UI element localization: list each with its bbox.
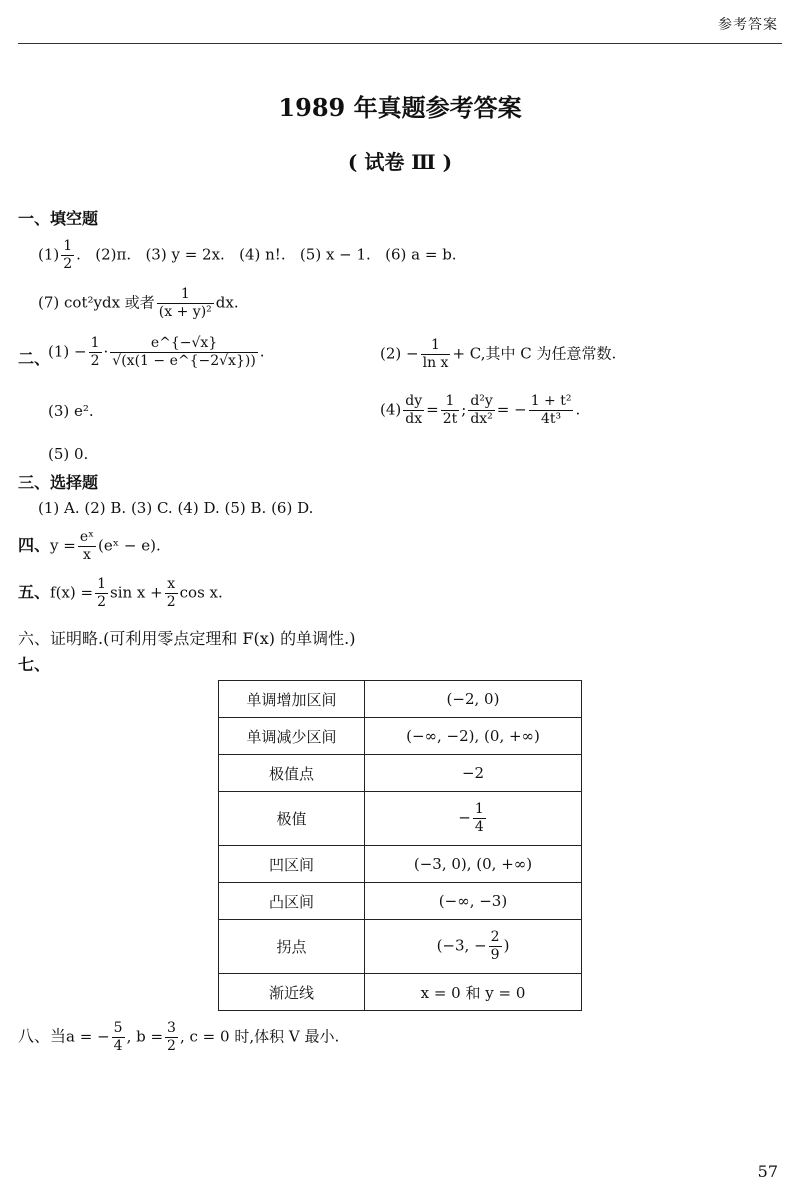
p5-lhs: f(x) = xyxy=(50,583,94,602)
p4-den: x xyxy=(82,547,91,563)
fb-p2: (2)π. xyxy=(95,245,132,264)
section-4 xyxy=(18,529,161,564)
p2-1-frac2 xyxy=(110,335,258,370)
page-title: 1989 年真题参考答案 xyxy=(278,93,522,122)
p8-a-num: 5 xyxy=(113,1020,123,1036)
section-7-heading: 七、 xyxy=(18,655,51,674)
p2-4-eq1: = xyxy=(426,400,439,419)
table-row xyxy=(219,920,582,974)
p5-f2-num: x xyxy=(165,576,178,594)
table-row xyxy=(219,792,582,846)
fb-p1-label: (1) xyxy=(38,245,60,264)
fb-p6: (6) a = b. xyxy=(385,245,457,264)
table-label-cell: 单调减少区间 xyxy=(219,718,365,755)
table-label-cell: 极值点 xyxy=(219,755,365,792)
table-label-cell: 极值 xyxy=(219,792,365,846)
section-2-heading: 二、 xyxy=(18,349,51,368)
part2-item-2 xyxy=(380,337,616,372)
p4-frac xyxy=(78,529,96,564)
table-label-cell: 拐点 xyxy=(219,920,365,974)
p4-rhs: (eˣ − e). xyxy=(98,536,161,555)
p8-a-lhs: a = − xyxy=(66,1027,110,1046)
fb-p1-den: 2 xyxy=(63,256,73,272)
p8-b-frac xyxy=(165,1020,178,1055)
p2-4-end: . xyxy=(575,400,581,419)
p8-rest: , c = 0 时,体积 V 最小. xyxy=(179,1027,340,1046)
running-header: 参考答案 xyxy=(718,17,778,33)
p8-b-lhs: , b = xyxy=(126,1027,164,1046)
p2-1-frac1-num: 1 xyxy=(90,335,100,351)
p5-f2-den: 2 xyxy=(166,594,176,610)
section-8-heading: 八、当 xyxy=(18,1026,67,1046)
table-row xyxy=(219,883,582,920)
row4-den: 4 xyxy=(474,819,484,835)
fb-p7-prefix: (7) cot²ydx 或者 xyxy=(38,293,155,312)
fb-p7-den: (x + y)² xyxy=(158,304,212,320)
row4-frac xyxy=(473,801,486,836)
fb-p7-fraction xyxy=(157,286,214,321)
p2-4-f3-num: d²y xyxy=(470,393,493,409)
fb-p1-fraction xyxy=(61,238,74,273)
table-row xyxy=(219,846,582,883)
p2-4-frac2 xyxy=(441,393,460,428)
section-3-heading: 三、选择题 xyxy=(18,473,99,492)
p5-mid: sin x + xyxy=(110,583,163,602)
p8-a-frac xyxy=(112,1020,125,1055)
part2-item-1 xyxy=(48,335,265,370)
table-value-cell: (−∞, −3) xyxy=(365,883,582,920)
table-row xyxy=(219,718,582,755)
p2-4-frac4 xyxy=(529,393,574,428)
p2-1-dot: · xyxy=(103,342,109,361)
section-5 xyxy=(18,576,223,611)
p2-4-label: (4) xyxy=(380,400,402,419)
p5-f1-den: 2 xyxy=(97,594,106,610)
part2-item-5: (5) 0. xyxy=(48,445,89,463)
p2-4-f1-num: dy xyxy=(405,393,423,409)
row7-frac xyxy=(489,929,502,964)
p2-2-label: (2) − xyxy=(380,344,419,363)
table-label-cell: 凸区间 xyxy=(219,883,365,920)
p2-4-f2-num: 1 xyxy=(441,393,460,411)
p8-a-den: 4 xyxy=(113,1038,123,1054)
row7-prefix: (−3, − xyxy=(436,936,487,955)
fb-p4: (4) n!. xyxy=(239,245,286,264)
part2-item-3: (3) e². xyxy=(48,402,94,420)
p2-4-f2-den: 2t xyxy=(442,411,458,427)
p2-2-den: ln x xyxy=(422,355,449,371)
table-row xyxy=(219,681,582,718)
table-value-cell: (−2, 0) xyxy=(365,681,582,718)
fill-blank-line-2 xyxy=(38,286,239,321)
p2-4-f1-den: dx xyxy=(405,411,423,427)
p2-1-label: (1) − xyxy=(48,342,87,361)
table-row xyxy=(219,974,582,1011)
p2-4-frac3 xyxy=(468,393,494,428)
p2-2-frac xyxy=(421,337,451,372)
p2-4-frac1 xyxy=(403,393,424,428)
p2-1-end: . xyxy=(259,342,265,361)
p2-1-frac2-den: √(x(1 − e^{−2√x})) xyxy=(112,353,256,369)
p2-1-frac2-num: e^{−√x} xyxy=(110,335,258,353)
fb-p7-num: 1 xyxy=(157,286,214,304)
page-number: 57 xyxy=(757,1162,778,1181)
p8-b-den: 2 xyxy=(167,1038,176,1054)
fill-blank-line-1: (1) $\frac{1}{2}$ . (2)π. (3) y = 2x. (4) n!. (5) x − 1. (6) a = b. xyxy=(38,238,457,272)
p2-1-frac1-den: 2 xyxy=(90,353,100,369)
header-rule xyxy=(18,43,782,44)
p5-frac1 xyxy=(95,576,108,611)
fb-p5: (5) x − 1. xyxy=(299,245,371,264)
p2-2-num: 1 xyxy=(421,337,451,355)
row4-num: 1 xyxy=(474,801,484,817)
row7-suffix: ) xyxy=(503,936,510,955)
row7-den: 9 xyxy=(490,947,500,963)
table-value-cell: (−3, 0), (0, +∞) xyxy=(365,846,582,883)
table-value-cell xyxy=(365,792,582,846)
row4-prefix: − xyxy=(458,808,471,827)
p4-num: eˣ xyxy=(79,529,95,545)
p2-1-frac1 xyxy=(89,335,102,370)
section-6: 六、证明略.(可利用零点定理和 F(x) 的单调性.) xyxy=(18,629,356,648)
fb-p7-suffix: dx. xyxy=(215,293,239,312)
table-label-cell: 渐近线 xyxy=(219,974,365,1011)
section-5-heading: 五、 xyxy=(18,582,51,602)
page-subtitle: ( 试卷 Ⅲ ) xyxy=(347,150,453,174)
table-value-cell: (−∞, −2), (0, +∞) xyxy=(365,718,582,755)
table-value-cell xyxy=(365,920,582,974)
table-value-cell: −2 xyxy=(365,755,582,792)
p8-b-num: 3 xyxy=(167,1020,176,1036)
part2-item-4 xyxy=(380,393,580,428)
p2-4-f4-den: 4t³ xyxy=(541,411,562,427)
table-value-cell: x = 0 和 y = 0 xyxy=(365,974,582,1011)
properties-table xyxy=(218,680,582,1011)
section-4-heading: 四、 xyxy=(18,535,51,555)
fb-p1-num: 1 xyxy=(63,238,73,254)
section-1-heading: 一、填空题 xyxy=(18,209,99,228)
row7-num: 2 xyxy=(490,929,500,945)
p2-2-end: + C,其中 C 为任意常数. xyxy=(452,344,617,363)
p2-4-semi: ; xyxy=(461,400,467,419)
table-label-cell: 单调增加区间 xyxy=(219,681,365,718)
p4-lhs: y = xyxy=(50,536,76,555)
table-row xyxy=(219,755,582,792)
fb-p3: (3) y = 2x. xyxy=(145,245,225,264)
p2-4-eq2: = − xyxy=(496,400,527,419)
p5-rhs: cos x. xyxy=(179,583,223,602)
p2-4-f4-num: 1 + t² xyxy=(530,393,572,409)
table-label-cell: 凹区间 xyxy=(219,846,365,883)
p5-f1-num: 1 xyxy=(97,576,106,592)
choice-answers: (1) A. (2) B. (3) C. (4) D. (5) B. (6) D. xyxy=(38,499,314,517)
p2-4-f3-den: dx² xyxy=(470,411,493,427)
p5-frac2 xyxy=(165,576,178,611)
section-8 xyxy=(18,1020,339,1055)
